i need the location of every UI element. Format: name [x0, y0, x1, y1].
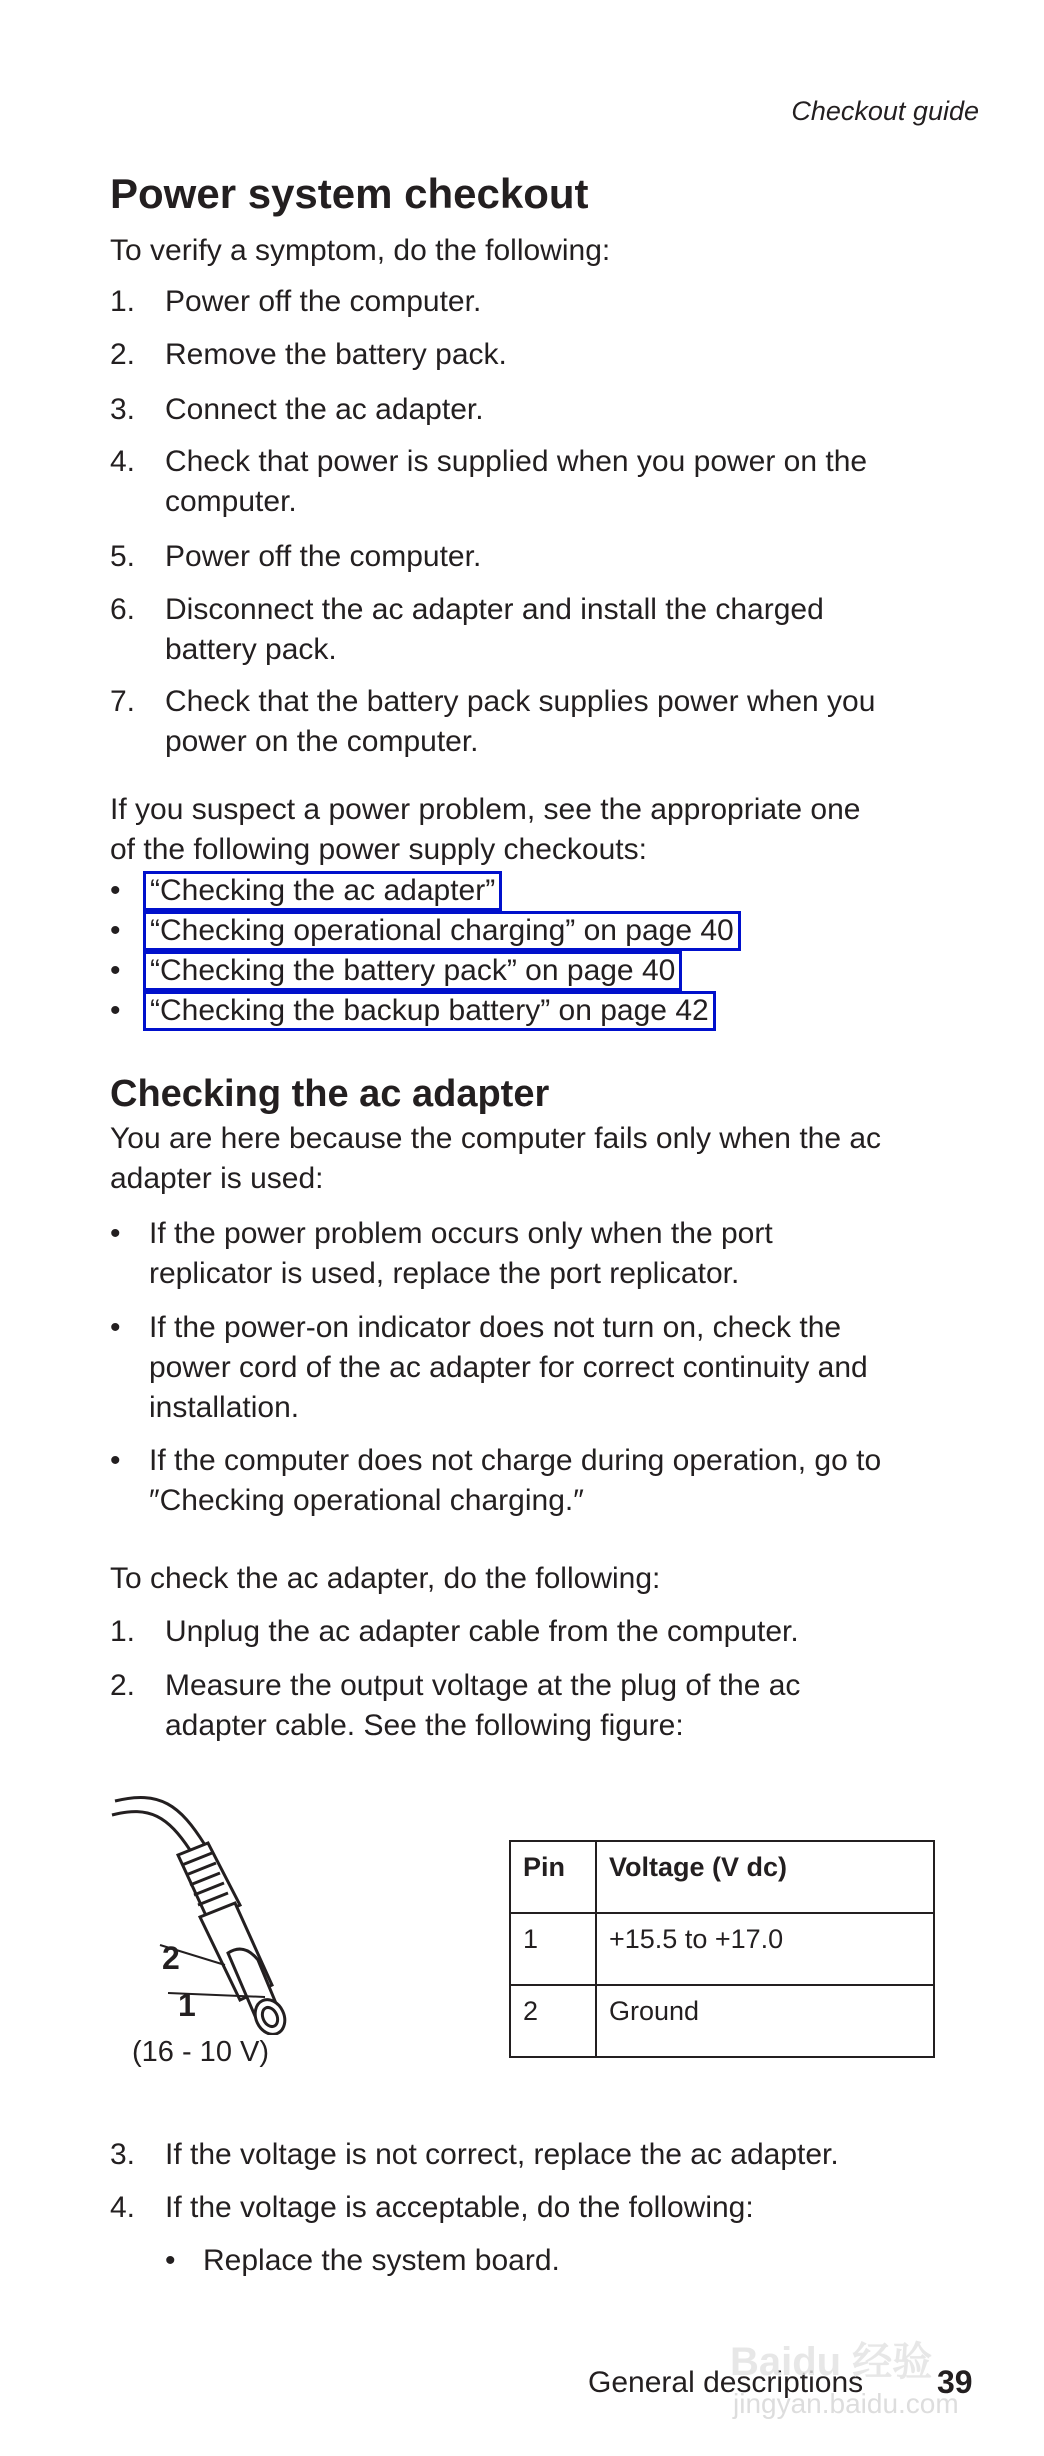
pin-2-label: 2: [162, 1940, 180, 1976]
pin-1-label: 1: [178, 1987, 196, 2023]
intro-text: To verify a symptom, do the following:: [110, 234, 611, 267]
bullet: •: [110, 914, 121, 947]
check-intro: To check the ac adapter, do the following:: [110, 1562, 661, 1595]
bullet: •: [110, 994, 121, 1027]
link-backup-battery[interactable]: “Checking the backup battery” on page 42: [143, 991, 716, 1031]
page-number: 39: [937, 2364, 973, 2400]
watermark-url: jingyan.baidu.com: [733, 2388, 959, 2419]
table-row: 2 Ground: [510, 1985, 934, 2057]
running-header: Checkout guide: [791, 96, 979, 126]
pin-voltage-table: [509, 1840, 935, 2058]
footer-text: General descriptions: [588, 2366, 864, 2399]
suspect-text: If you suspect a power problem, see the appropriate one of the following power supply checkouts:: [110, 793, 861, 866]
table-header-row: Pin Voltage (V dc): [510, 1841, 934, 1913]
figure-caption: (16 - 10 V): [132, 2036, 269, 2068]
link-checking-ac-adapter[interactable]: “Checking the ac adapter”: [143, 871, 502, 911]
table-row: 1 +15.5 to +17.0: [510, 1913, 934, 1985]
watermark-logo: Baidu 经验: [730, 2340, 933, 2384]
subsection-title: Checking the ac adapter: [110, 1073, 550, 1115]
link-battery-pack[interactable]: “Checking the battery pack” on page 40: [143, 951, 682, 991]
bullet: •: [110, 874, 121, 907]
bullet: •: [110, 954, 121, 987]
ac-adapter-plug-illustration: [100, 1785, 320, 2035]
intro-text: You are here because the computer fails only when the ac adapter is used:: [110, 1122, 882, 1195]
link-operational-charging[interactable]: “Checking operational charging” on page 40: [143, 911, 741, 951]
section-title: Power system checkout: [110, 170, 589, 217]
manual-page: Checkout guide Power system checkout To verify a symptom, do the following: 1. Power off the computer. 2. Remove the battery pack. 3. Connect the ac adapter. 4. Check that power is supplied when you power on the computer. 5. Power off the computer. 6. Disconnect the ac adapter and install the charged battery pack. 7. Check that the battery pack supplies power when you power on the computer. If you suspect a power problem, see the appropriate one of the following power supply checkouts: • “Checking the ac adapter” • “Checking operational charging” on page 40 • “Checking the battery pack” on page 40 • “Checking the backup battery” on page 42 Checking the ac adapter You are here because the computer fails only when the ac adapter is used: • If the power problem occurs only when the port replicator is used, replace the port replicator. • If the power-on indicator does not turn on, check the power cord of the ac adapter for correct continuity and installation. • If the computer does not charge during operation, go to ″Checking operational charging.″ To check the ac adapter, do the following: 1. Unplug the ac adapter cable from the computer. 2. Measure the output voltage at the plug of the ac adapter cable. See the following figure: 2 1 (16 - 10 V) Pin Voltage (V dc) 1 +15.5 to +17.0 2 Ground 3. If the voltage is not correct, replace the ac adapter. 4. If the voltage is acceptable, do the following: • Replace the system board. General descriptions 39 Baidu 经验 jingyan.baidu.com: [0, 0, 1044, 2456]
